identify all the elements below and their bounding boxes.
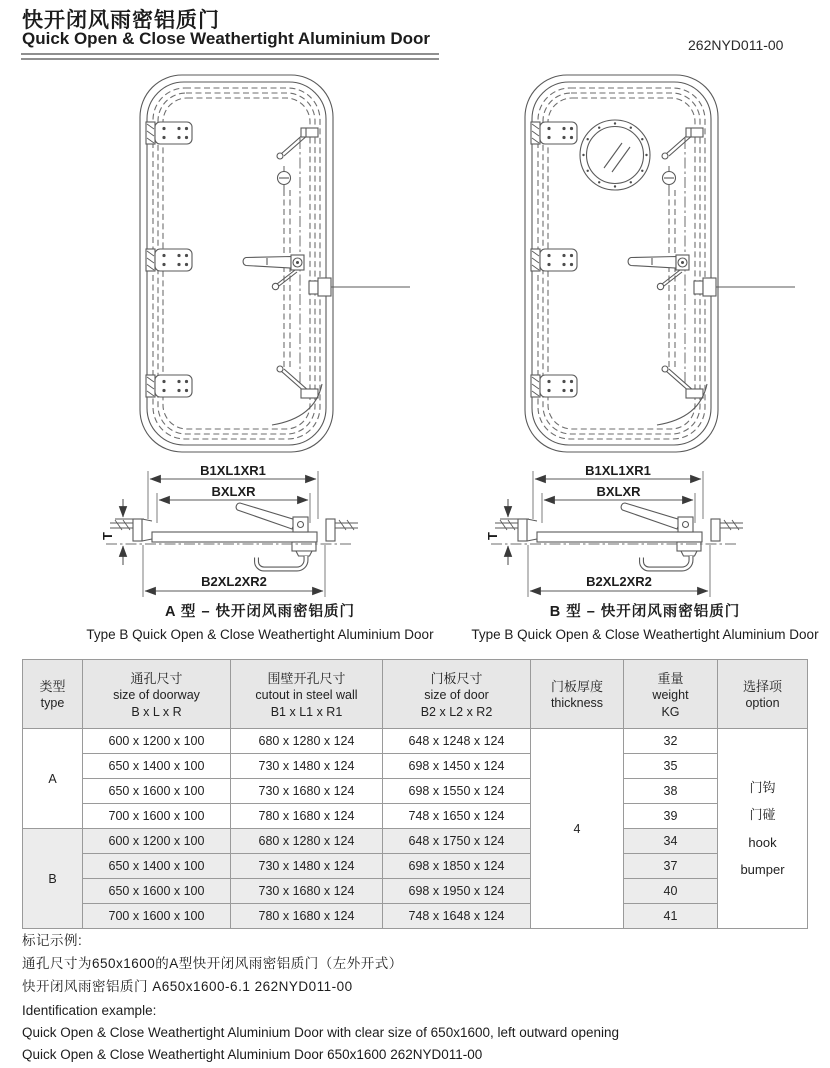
type-a-cell: A [23,729,83,829]
door-size-cell: 748 x 1648 x 124 [383,904,531,929]
doorway-cell: 650 x 1400 x 100 [83,854,231,879]
title-divider [21,53,439,60]
col-header-door-size: 门板尺寸 size of door B2 x L2 x R2 [383,660,531,729]
col-header-cutout: 围壁开孔尺寸 cutout in steel wall B1 x L1 x R1 [231,660,383,729]
table-row [23,729,808,754]
doorway-cell: 600 x 1200 x 100 [83,829,231,854]
type-b-door-drawing [485,72,805,602]
mark-example-line2-zh: 快开闭风雨密铝质门 A650x1600-6.1 262NYD011-00 [22,979,353,995]
doorway-cell: 700 x 1600 x 100 [83,904,231,929]
caption-b-zh: B 型 – 快开闭风雨密铝质门 [549,604,741,620]
door-size-cell: 648 x 1248 x 124 [383,729,531,754]
mark-example-title-zh: 标记示例: [22,933,83,948]
caption-b-en: Type B Quick Open & Close Weathertight Aluminium Door [471,626,819,642]
col-header-thickness: 门板厚度 thickness [531,660,624,729]
cutout-cell: 730 x 1480 x 124 [231,854,383,879]
type-b-cell: B [23,829,83,929]
dim-label-outer: B1XL1XR1 [585,463,651,478]
cutout-cell: 680 x 1280 x 124 [231,829,383,854]
porthole [580,120,650,190]
cutout-cell: 730 x 1480 x 124 [231,754,383,779]
table-row [23,904,808,929]
door-size-cell: 648 x 1750 x 124 [383,829,531,854]
door-size-cell: 698 x 1550 x 124 [383,779,531,804]
identification-example-line1: Quick Open & Close Weathertight Aluminium Door with clear size of 650x1600, left outward opening [22,1024,620,1040]
identification-example-title: Identification example: [22,1002,157,1018]
thickness-cell: 4 [531,729,624,929]
dim-label-thickness: T [485,532,500,540]
document-code: 262NYD011-00 [688,37,784,53]
mark-example-line1-zh: 通孔尺寸为650x1600的A型快开闭风雨密铝质门（左外开式） [22,956,403,972]
table-row [23,754,808,779]
table-row [23,879,808,904]
dim-label-middle: BXLXR [211,484,256,499]
dim-label-thickness: T [100,532,115,540]
door-drawing [525,75,795,452]
col-header-option: 选择项 option [718,660,808,729]
identification-notes [22,932,619,1068]
door-size-cell: 748 x 1650 x 124 [383,804,531,829]
col-header-type: 类型 type [23,660,83,729]
table-row [23,854,808,879]
identification-example-line2: Quick Open & Close Weathertight Aluminium Door 650x1600 262NYD011-00 [22,1047,483,1063]
door-drawing [140,75,410,452]
cutout-cell: 730 x 1680 x 124 [231,779,383,804]
door-size-cell: 698 x 1850 x 124 [383,854,531,879]
weight-cell: 39 [624,804,718,829]
page-title-zh: 快开闭风雨密铝质门 [22,9,220,32]
caption-a-zh: A 型 – 快开闭风雨密铝质门 [164,604,356,620]
cutout-cell: 780 x 1680 x 124 [231,904,383,929]
doorway-cell: 650 x 1600 x 100 [83,879,231,904]
dim-label-outer: B1XL1XR1 [200,463,266,478]
weight-cell: 40 [624,879,718,904]
dim-label-middle: BXLXR [596,484,641,499]
table-row [23,804,808,829]
dim-label-bottom: B2XL2XR2 [201,574,267,589]
cutout-cell: 680 x 1280 x 124 [231,729,383,754]
cutout-cell: 730 x 1680 x 124 [231,879,383,904]
caption-a-en: Type B Quick Open & Close Weathertight Aluminium Door [86,626,434,642]
col-header-weight: 重量 weight KG [624,660,718,729]
spec-table [22,659,808,929]
figure-type-a [86,72,434,645]
table-row [23,779,808,804]
weight-cell: 32 [624,729,718,754]
doorway-cell: 700 x 1600 x 100 [83,804,231,829]
page-title-en: Quick Open & Close Weathertight Aluminium Door [22,29,431,48]
table-row [23,829,808,854]
weight-cell: 38 [624,779,718,804]
type-a-door-drawing [100,72,420,602]
door-size-cell: 698 x 1450 x 124 [383,754,531,779]
figure-type-b [471,72,819,645]
weight-cell: 35 [624,754,718,779]
weight-cell: 34 [624,829,718,854]
doorway-cell: 650 x 1600 x 100 [83,779,231,804]
doorway-cell: 600 x 1200 x 100 [83,729,231,754]
col-header-doorway: 通孔尺寸 size of doorway B x L x R [83,660,231,729]
door-size-cell: 698 x 1950 x 124 [383,879,531,904]
weight-cell: 37 [624,854,718,879]
weight-cell: 41 [624,904,718,929]
dim-label-bottom: B2XL2XR2 [586,574,652,589]
cutout-cell: 780 x 1680 x 124 [231,804,383,829]
table-header-row [23,660,808,729]
option-cell: 门钩 门碰 hook bumper [718,729,808,929]
doorway-cell: 650 x 1400 x 100 [83,754,231,779]
